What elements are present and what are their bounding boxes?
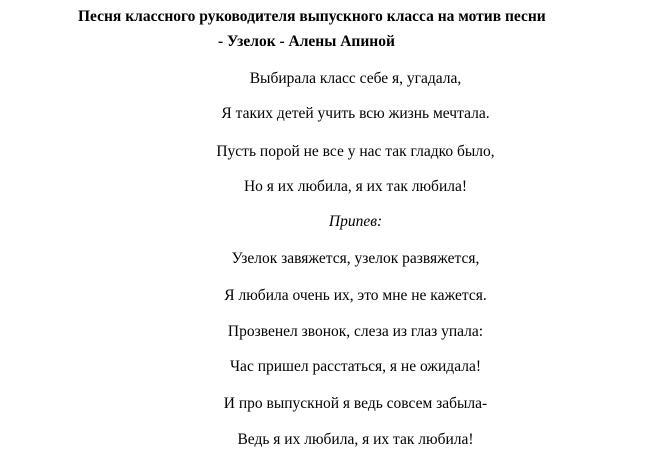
song-title-line-1: Песня классного руководителя выпускного класса на мотив песни <box>78 8 546 25</box>
refrain-line-3: Прозвенел звонок, слеза из глаз упала: <box>227 323 484 340</box>
verse-line-4: Но я их любила, я их так любила! <box>243 178 468 195</box>
refrain-line-1: Узелок завяжется, узелок развяжется, <box>231 250 480 267</box>
verse-line-2: Я таких детей учить всю жизнь мечтала. <box>221 105 490 122</box>
refrain-line-5: И про выпускной я ведь совсем забыла- <box>223 395 488 412</box>
refrain-label: Припев: <box>328 213 383 230</box>
refrain-line-2: Я любила очень их, это мне не кажется. <box>224 287 487 304</box>
verse-line-3: Пусть порой не все у нас так гладко было, <box>216 143 495 160</box>
refrain-line-6: Ведь я их любила, я их так любила! <box>237 431 474 448</box>
verse-line-1: Выбирала класс себе я, угадала, <box>249 70 462 87</box>
refrain-line-4: Час пришел расстаться, я не ожидала! <box>229 358 481 375</box>
song-title-line-2: - Узелок - Алены Апиной <box>218 33 395 50</box>
